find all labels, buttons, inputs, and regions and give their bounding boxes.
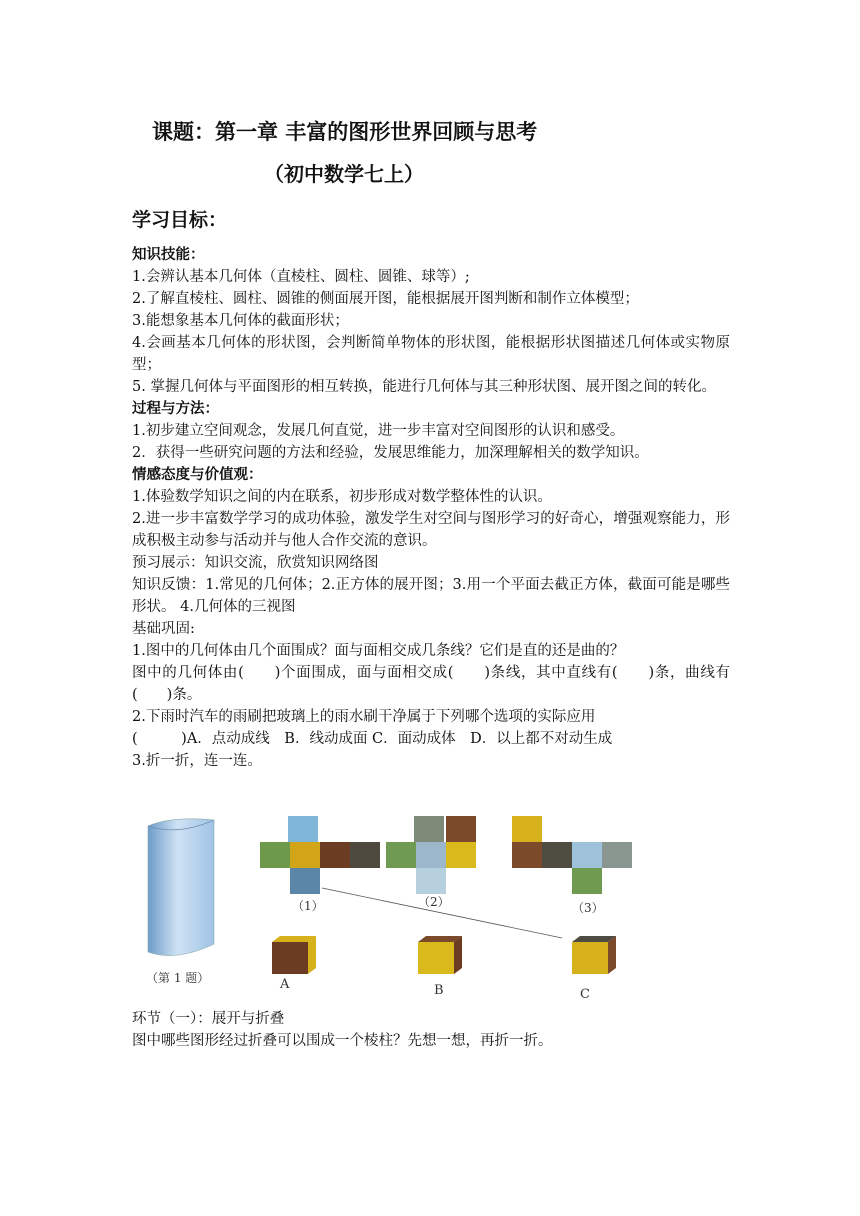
- knowledge-item: 2.了解直棱柱、圆柱、圆锥的侧面展开图，能根据展开图判断和制作立体模型；: [132, 291, 639, 307]
- cube-label-c: C: [580, 987, 590, 1002]
- net-3: [512, 816, 632, 894]
- goals-heading: 学习目标：: [132, 209, 228, 231]
- question-1: 1.图中的几何体由几个面围成？面与面相交成几条线？它们是直的还是曲的？: [132, 643, 625, 659]
- lesson-title: 课题：第一章 丰富的图形世界回顾与思考: [152, 120, 538, 144]
- question-2-options: ( )A．点动成线 B．线动成面 C．面动成体 D．以上都不对动生成: [132, 731, 613, 747]
- question-3: 3.折一折，连一连。: [132, 753, 262, 769]
- knowledge-item: 3.能想象基本几何体的截面形状；: [132, 313, 349, 329]
- feedback-text: 知识反馈：1.常见的几何体；2.正方体的展开图；3.用一个平面去截正方体，截面可能是哪些形状。 4.几何体的三视图: [132, 577, 730, 615]
- preview-text: 预习展示：知识交流，欣赏知识网络图: [132, 555, 379, 571]
- net-label-2: （2）: [418, 895, 450, 909]
- attitude-item: 2.进一步丰富数学学习的成功体验，激发学生对空间与图形学习的好奇心，增强观察能力，形成积极主动参与活动并与他人合作交流的意识。: [132, 511, 730, 549]
- half-cylinder-solid: [148, 819, 214, 956]
- attitude-item: 1.体验数学知识之间的内在联系，初步形成对数学整体性的认识。: [132, 489, 552, 505]
- knowledge-item: 1.会辨认基本几何体（直棱柱、圆柱、圆锥、球等）;: [132, 269, 470, 285]
- section-one: [132, 1008, 730, 1052]
- fold-figure-illustration: [132, 812, 732, 1008]
- section-one-text: 图中哪些图形经过折叠可以围成一个棱柱？先想一想，再折一折。: [132, 1033, 553, 1049]
- lesson-subtitle: （初中数学七上）: [264, 162, 424, 186]
- net-1: [260, 816, 380, 894]
- body-text: [132, 244, 745, 772]
- net-label-1: （1）: [292, 899, 324, 913]
- question-2: 2.下雨时汽车的雨刷把玻璃上的雨水刷干净属于下列哪个选项的实际应用: [132, 709, 596, 725]
- fold-figure: [132, 812, 732, 1008]
- question-1-fill: 图中的几何体由( )个面围成，面与面相交成( )条线，其中直线有( )条，曲线有 ( )条。: [132, 665, 745, 703]
- attitude-heading: 情感态度与价值观：: [132, 467, 263, 483]
- knowledge-item: 4.会画基本几何体的形状图，会判断简单物体的形状图，能根据形状图描述几何体或实物原型；: [132, 335, 730, 373]
- cube-b: [418, 936, 462, 974]
- cube-label-b: B: [434, 983, 444, 998]
- cube-c: [572, 936, 616, 974]
- process-item: 2．获得一些研究问题的方法和经验，发展思维能力，加深理解相关的数学知识。: [132, 445, 649, 461]
- section-one-heading: 环节（一）：展开与折叠: [132, 1011, 285, 1027]
- cube-label-a: A: [280, 977, 290, 992]
- net-2: [386, 816, 476, 894]
- consolidation-heading: 基础巩固:: [132, 621, 195, 637]
- solid-caption: （第 1 题）: [146, 971, 210, 985]
- knowledge-heading: 知识技能：: [132, 247, 205, 263]
- process-heading: 过程与方法：: [132, 401, 219, 417]
- cube-a: [272, 936, 316, 974]
- process-item: 1.初步建立空间观念，发展几何直觉，进一步丰富对空间图形的认识和感受。: [132, 423, 625, 439]
- knowledge-item: 5. 掌握几何体与平面图形的相互转换，能进行几何体与其三种形状图、展开图之间的转化。: [132, 379, 716, 395]
- net-label-3: （3）: [572, 901, 604, 915]
